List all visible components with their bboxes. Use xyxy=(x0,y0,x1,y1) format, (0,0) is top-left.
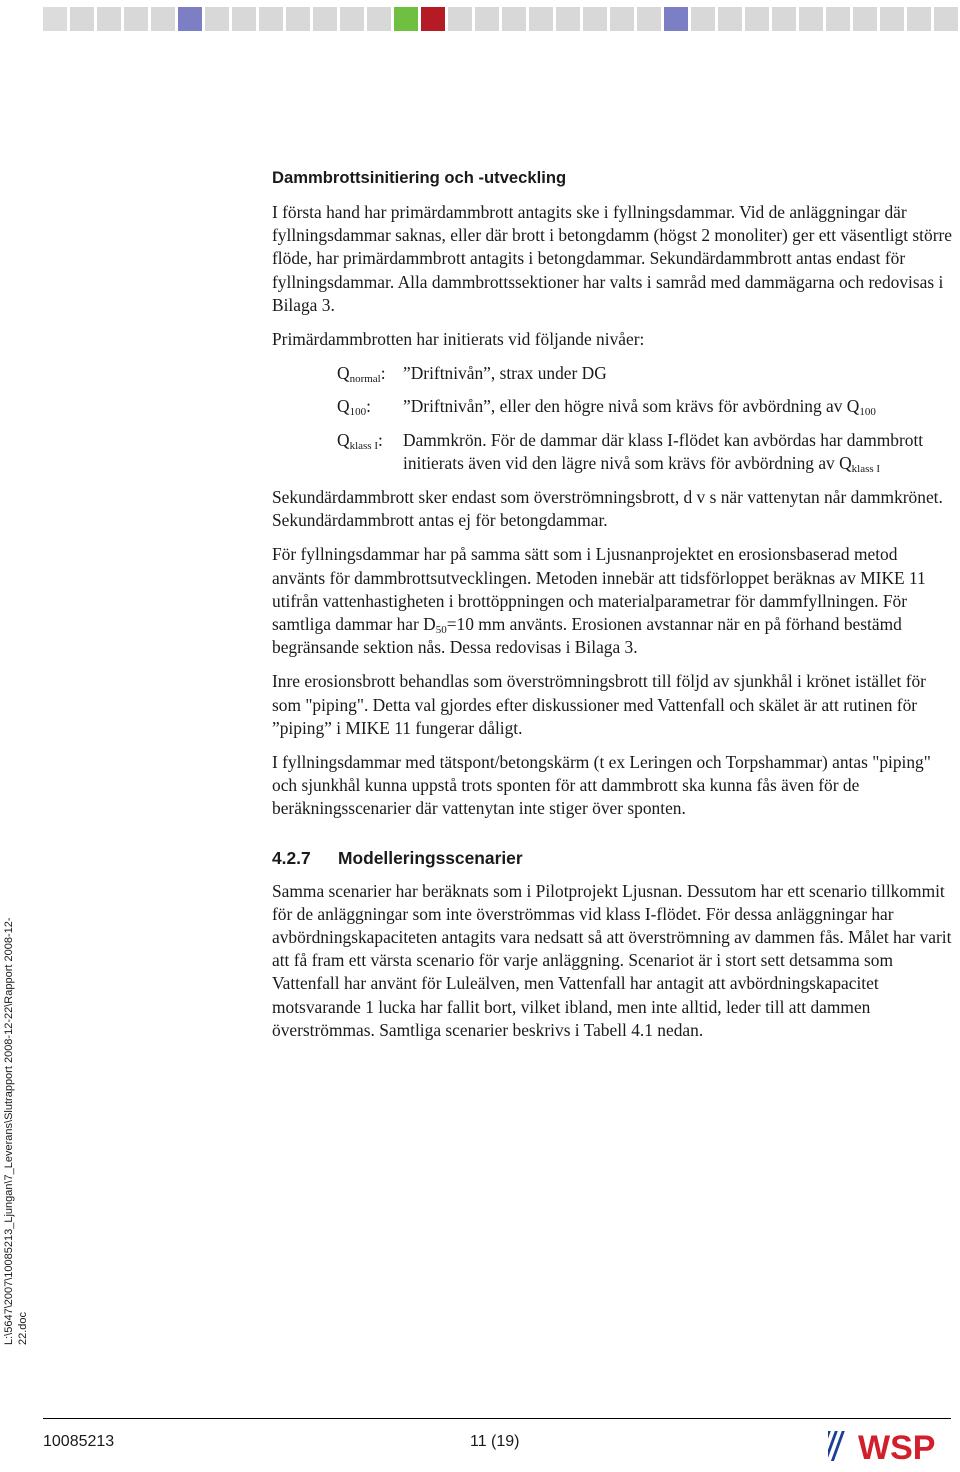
paragraph: Inre erosionsbrott behandlas som överströmningsbrott till följd av sjunkhål i krönet istället för som "piping". Detta val gjordes efter diskussioner med Vattenfall och skälet är att rutinen för ”piping” i MIKE 11 fungerar dåligt. xyxy=(272,671,926,738)
color-square xyxy=(286,7,310,31)
color-square xyxy=(880,7,904,31)
color-square xyxy=(772,7,796,31)
paragraph: I första hand har primärdammbrott antagits ske i fyllningsdammar. Vid de anläggningar där fyllningsdammar saknas, eller där brott i betongdamm (högst 2 monoliter) ger ett väsentligt större flöde, har primärdammbrott antagits i betongdammar. Sekundärdammbrott antas endast för fyllningsdammar. Alla dammbrottssektioner har valts i samråd med dammägarna och redovisas i Bilaga 3. xyxy=(272,202,953,315)
color-square xyxy=(340,7,364,31)
level-item xyxy=(337,362,954,385)
paragraph: Sekundärdammbrott sker endast som överströmningsbrott, d v s när vattenytan når dammkrönet. Sekundärdammbrott antas ej för betongdammar. xyxy=(272,487,943,531)
color-square xyxy=(556,7,580,31)
paragraph: I fyllningsdammar med tätspont/betongskärm (t ex Leringen och Torpshammar) antas "piping" och sjunkhål kunna uppstå trots sponten för att dammbrott ska kunna fås även för de beräkningsscenarier där vattenytan inte stiger över sponten. xyxy=(272,752,931,819)
subsection-heading: Dammbrottsinitiering och -utveckling xyxy=(272,168,567,187)
color-square xyxy=(691,7,715,31)
wsp-logo xyxy=(828,1425,956,1472)
footer-divider xyxy=(43,1418,951,1419)
initiation-levels-list xyxy=(337,362,954,475)
color-square xyxy=(934,7,958,31)
footer-document-number: 10085213 xyxy=(43,1433,115,1450)
section-heading xyxy=(272,846,954,870)
level-term: $Q_{klass I}$: xyxy=(337,429,383,452)
file-path-margin-text: L:\5647\2007\10085213_Ljungan\7_Leverans\Slutrapport 2008-12-22\Rapport 2008-12-22.doc xyxy=(3,917,29,1345)
paragraph: För fyllningsdammar har på samma sätt som i Ljusnanprojektet en erosionsbaserad metod använts för dammbrottsutvecklingen. Metoden innebär att tidsförloppet beräknas av MIKE 11 utifrån vattenhastigheten i brottöppningen och materialparametrar för dammfyllningen. För samtliga dammar har $D_{50}=10$ mm använts. Erosionen avstannar när en på förhand bestämd begränsande sektion nås. Dessa redovisas i Bilaga 3. xyxy=(272,544,926,658)
color-square xyxy=(151,7,175,31)
document-body xyxy=(272,166,954,1053)
color-square xyxy=(70,7,94,31)
color-square xyxy=(610,7,634,31)
level-term: $Q_{100}$: xyxy=(337,396,371,419)
section-title: Modelleringsscenarier xyxy=(338,847,523,868)
color-square xyxy=(178,7,202,31)
color-square xyxy=(448,7,472,31)
color-square xyxy=(259,7,283,31)
color-square xyxy=(124,7,148,31)
color-square xyxy=(853,7,877,31)
paragraph: Samma scenarier har beräknats som i Pilotprojekt Ljusnan. Dessutom har ett scenario tillkommit för de anläggningar som inte överströmmas vid klass I-flödet. För dessa anläggningar har avbördningskapaciteten antagits vara nedsatt så att överströmning av dammen fås. Målet har varit att få fram ett värsta scenario för varje anläggning. Scenariot är i stort sett detsamma som Vattenfall har använt för Luleälven, men Vattenfall har antagit att avbördningskapacitet motsvarande 1 lucka har fallit bort, vilket ibland, men inte alltid, leder till att dammen överströmmas. Samtliga scenarier beskrivs i Tabell 4.1 nedan. xyxy=(272,880,952,1040)
color-square xyxy=(421,7,445,31)
color-square xyxy=(232,7,256,31)
paragraph: Primärdammbrotten har initierats vid följande nivåer: xyxy=(272,329,645,350)
footer-page-number: 11 (19) xyxy=(470,1433,520,1450)
color-square xyxy=(826,7,850,31)
wsp-logo-text: WSP xyxy=(858,1429,936,1467)
color-square xyxy=(367,7,391,31)
level-item xyxy=(337,395,954,418)
color-square xyxy=(313,7,337,31)
color-square xyxy=(907,7,931,31)
color-square xyxy=(745,7,769,31)
color-square xyxy=(583,7,607,31)
color-square xyxy=(799,7,823,31)
color-square xyxy=(475,7,499,31)
color-square xyxy=(529,7,553,31)
color-square xyxy=(502,7,526,31)
level-description: ”Driftnivån”, eller den högre nivå som krävs för avbördning av $Q_{100}$ xyxy=(403,396,876,419)
color-square xyxy=(637,7,661,31)
level-description: ”Driftnivån”, strax under DG xyxy=(403,363,607,384)
color-square xyxy=(718,7,742,31)
header-color-bar xyxy=(43,7,958,31)
level-term: $Q_{normal}$: xyxy=(337,363,386,386)
section-number: 4.2.7 xyxy=(272,847,311,868)
color-square xyxy=(664,7,688,31)
level-description: Dammkrön. För de dammar där klass I-flödet kan avbördas har dammbrott initierats även vid den lägre nivå som krävs för avbördning av $Q_{klass I}$ xyxy=(403,429,924,475)
color-square xyxy=(97,7,121,31)
color-square xyxy=(205,7,229,31)
level-item xyxy=(337,429,954,475)
color-square xyxy=(394,7,418,31)
color-square xyxy=(43,7,67,31)
wsp-logo-icon xyxy=(828,1425,956,1467)
